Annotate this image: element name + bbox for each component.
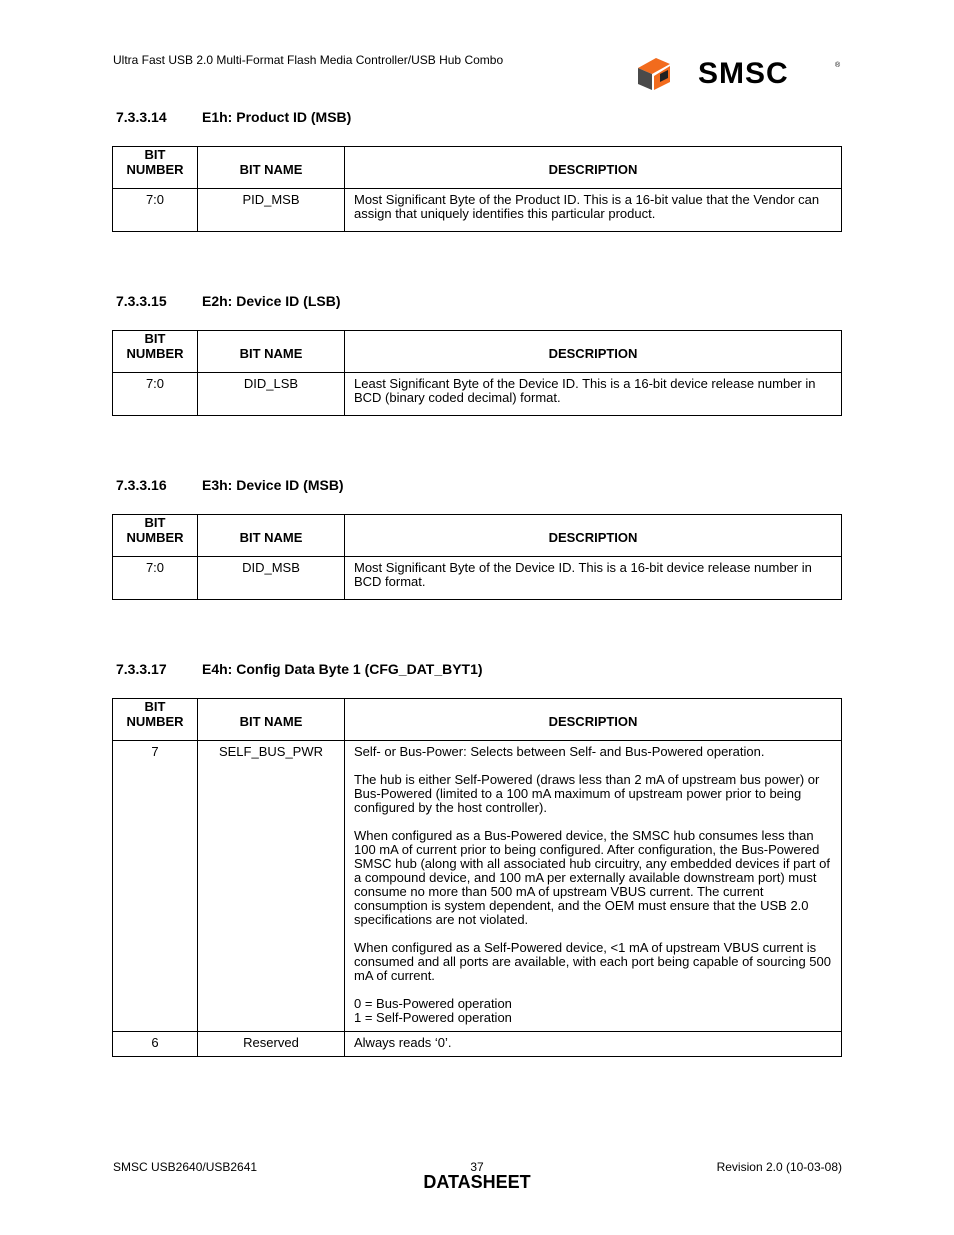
bit-name: DID_LSB xyxy=(198,373,345,416)
logo-wordmark: SMSC xyxy=(698,57,789,90)
col-header-bit-name: BIT NAME xyxy=(198,331,345,373)
bit-name: Reserved xyxy=(198,1032,345,1057)
bit-number: 7:0 xyxy=(113,373,198,416)
document-title: Ultra Fast USB 2.0 Multi-Format Flash Media Controller/USB Hub Combo xyxy=(113,53,504,67)
bit-name: PID_MSB xyxy=(198,189,345,232)
footer-revision: Revision 2.0 (10-03-08) xyxy=(716,1160,842,1174)
bit-number: 7:0 xyxy=(113,557,198,600)
col-header-description: DESCRIPTION xyxy=(345,147,842,189)
section-heading: 7.3.3.17 E4h: Config Data Byte 1 (CFG_DAT_BYT1) xyxy=(116,661,483,677)
smsc-logo xyxy=(636,54,842,94)
table-row xyxy=(113,557,842,600)
table-row xyxy=(113,741,842,1032)
datasheet-label: DATASHEET xyxy=(423,1172,531,1192)
logo-mark-icon xyxy=(638,58,670,90)
bit-name: SELF_BUS_PWR xyxy=(198,741,345,1032)
table-header-row xyxy=(113,147,842,189)
registered-mark: ® xyxy=(835,62,841,69)
bit-description: Most Significant Byte of the Device ID. This is a 16-bit device release number in BCD format. xyxy=(345,557,842,600)
bit-name: DID_MSB xyxy=(198,557,345,600)
register-table xyxy=(112,330,842,416)
col-header-bit-number: BIT NUMBER xyxy=(113,515,198,557)
table-row xyxy=(113,1032,842,1057)
register-table xyxy=(112,146,842,232)
bit-number: 7:0 xyxy=(113,189,198,232)
col-header-bit-number: BIT NUMBER xyxy=(113,331,198,373)
col-header-description: DESCRIPTION xyxy=(345,515,842,557)
section-heading: 7.3.3.14 E1h: Product ID (MSB) xyxy=(116,109,352,125)
col-header-bit-name: BIT NAME xyxy=(198,147,345,189)
col-header-description: DESCRIPTION xyxy=(345,699,842,741)
col-header-description: DESCRIPTION xyxy=(345,331,842,373)
bit-description: Most Significant Byte of the Product ID. This is a 16-bit value that the Vendor can assign that uniquely identifies this particular product. xyxy=(345,189,842,232)
table-header-row xyxy=(113,515,842,557)
bit-number: 7 xyxy=(113,741,198,1032)
page-number: 37 xyxy=(470,1160,484,1174)
col-header-bit-name: BIT NAME xyxy=(198,699,345,741)
bit-description: Self- or Bus-Power: Selects between Self- and Bus-Powered operation. The hub is either Self-Powered (draws less than 2 mA of upstream bus power) or Bus-Powered (limited to a 100 mA maximum of upstream power prior to being configured by the host controller). When configured as a Bus-Powered device, the SMSC hub consumes less than 100 mA of current prior to being configured. After configuration, the Bus-Powered SMSC hub (along with all associated hub circuitry, any embedded devices if part of a compound device, and 100 mA per externally available downstream port) must consume no more than 500 mA of upstream VBUS current. The current consumption is system dependent, and the OEM must ensure that the USB 2.0 specifications are not violated. When configured as a Self-Powered device, <1 mA of upstream VBUS current is consumed and all ports are available, with each port being capable of sourcing 500 mA of current. 0 = Bus-Powered operation 1 = Self-Powered operation xyxy=(345,741,842,1032)
table-header-row xyxy=(113,699,842,741)
col-header-bit-number: BIT NUMBER xyxy=(113,147,198,189)
table-header-row xyxy=(113,331,842,373)
bit-description: Least Significant Byte of the Device ID. This is a 16-bit device release number in BCD (binary coded decimal) format. xyxy=(345,373,842,416)
table-row xyxy=(113,189,842,232)
section-heading: 7.3.3.16 E3h: Device ID (MSB) xyxy=(116,477,344,493)
col-header-bit-number: BIT NUMBER xyxy=(113,699,198,741)
register-table xyxy=(112,514,842,600)
table-row xyxy=(113,373,842,416)
register-table xyxy=(112,698,842,1057)
bit-description: Always reads ‘0’. xyxy=(345,1032,842,1057)
col-header-bit-name: BIT NAME xyxy=(198,515,345,557)
section-heading: 7.3.3.15 E2h: Device ID (LSB) xyxy=(116,293,341,309)
footer-product: SMSC USB2640/USB2641 xyxy=(113,1160,258,1174)
bit-number: 6 xyxy=(113,1032,198,1057)
